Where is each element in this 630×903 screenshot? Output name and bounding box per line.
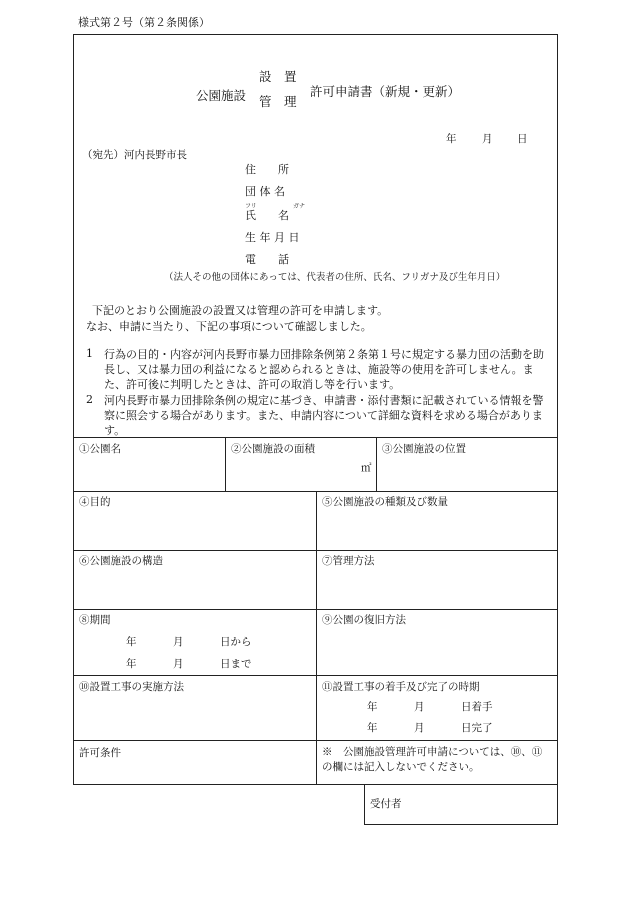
type-quantity-label: ⑤公園施設の種類及び数量	[322, 496, 448, 508]
title-option-manage: 管 理	[259, 94, 297, 109]
start-year: 年	[367, 701, 378, 713]
construction-period-label: ⑪設置工事の着手及び完了の時期	[322, 681, 480, 693]
row-line-4	[73, 675, 558, 676]
intro-line-1: 下記のとおり公園施設の設置又は管理の許可を申請します。	[92, 304, 389, 317]
title-option-install: 設 置	[259, 69, 297, 84]
applicant-name-label: 氏 名	[245, 209, 289, 222]
intro-line-2: なお、申請に当たり、下記の事項について確認しました。	[86, 320, 372, 333]
conditions-label: 許可条件	[79, 747, 121, 759]
furigana-2: ガナ	[293, 203, 306, 210]
note-2-text: 河内長野市暴力団排除条例の規定に基づき、申請書・添付書類に記載されている情報を警察に照会する場合があります。また、申請内容について詳細な資料を求める場合があります。	[104, 394, 544, 437]
management-label: ⑦管理方法	[322, 555, 375, 567]
construction-method-label: ⑩設置工事の実施方法	[79, 681, 184, 693]
end-month: 月	[414, 722, 425, 734]
note-1-number: 1	[86, 347, 93, 360]
purpose-label: ④目的	[79, 496, 111, 508]
period-from-day: 日から	[220, 636, 252, 648]
addressee: （宛先）河内長野市長	[82, 149, 187, 161]
row-line-2	[73, 550, 558, 551]
start-day: 日着手	[461, 701, 493, 713]
period-to-year: 年	[126, 658, 137, 670]
area-unit: ㎡	[361, 462, 372, 474]
applicant-address-label: 住 所	[245, 163, 289, 176]
area-label: ②公園施設の面積	[231, 443, 315, 455]
receiver-label: 受付者	[370, 798, 402, 810]
furigana-1: フリ	[245, 203, 257, 210]
park-name-label: ①公園名	[79, 443, 121, 455]
structure-label: ⑥公園施設の構造	[79, 555, 163, 567]
period-to-day: 日まで	[220, 658, 252, 670]
start-month: 月	[414, 701, 425, 713]
title-suffix: 許可申請書（新規・更新）	[310, 84, 461, 99]
period-label: ⑧期間	[79, 614, 111, 626]
date-month: 月	[482, 133, 493, 145]
table-top-line	[73, 437, 558, 438]
applicant-phone-label: 電 話	[245, 253, 289, 266]
location-label: ③公園施設の位置	[382, 443, 466, 455]
conditions-note: ※ 公園施設管理許可申請については、⑩、⑪の欄には記入しないでください。	[322, 746, 543, 773]
applicant-note: （法人その他の団体にあっては、代表者の住所、氏名、フリガナ及び生年月日）	[164, 272, 506, 283]
period-from-year: 年	[126, 636, 137, 648]
note-1-text: 行為の目的・内容が河内長野市暴力団排除条例第２条第１号に規定する暴力団の活動を助長し、又は暴力団の利益になると認められるときは、施設等の使用を許可しません。また、許可後に判明したときは、許可の取消し等を行います。	[104, 348, 544, 391]
title-prefix: 公園施設	[196, 88, 247, 103]
applicant-birth-label: 生 年 月 日	[245, 231, 300, 244]
restoration-label: ⑨公園の復旧方法	[322, 614, 406, 626]
end-year: 年	[367, 722, 378, 734]
note-2-number: 2	[86, 393, 93, 406]
date-day: 日	[517, 133, 528, 145]
form-number: 様式第２号（第２条関係）	[78, 16, 210, 29]
applicant-group-label: 団 体 名	[245, 185, 285, 198]
row-line-3	[73, 609, 558, 610]
row1-divider-a	[225, 437, 226, 491]
end-day: 日完了	[461, 722, 493, 734]
period-from-month: 月	[173, 636, 184, 648]
row-line-5	[73, 740, 558, 741]
period-to-month: 月	[173, 658, 184, 670]
row1-divider-b	[376, 437, 377, 491]
date-year: 年	[446, 133, 457, 145]
